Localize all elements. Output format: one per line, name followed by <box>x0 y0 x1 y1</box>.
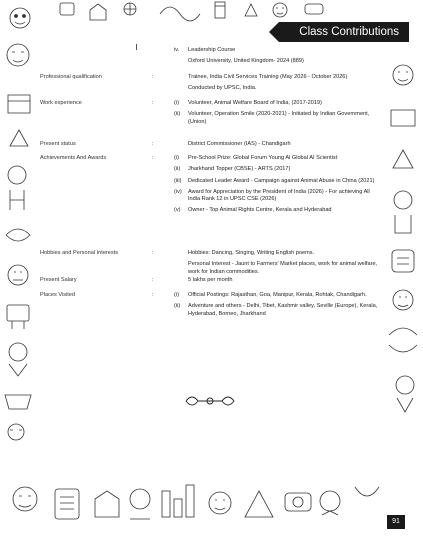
value-item <box>174 111 378 126</box>
item-text: Trainee, India Civil Services Training (May 2026 - October 2026) <box>188 74 348 80</box>
item-number <box>174 58 188 65</box>
row-value <box>174 155 378 219</box>
row-colon: : <box>152 292 154 298</box>
value-item <box>174 141 378 148</box>
table-row <box>40 141 378 152</box>
doodle-border-bottom <box>0 469 423 541</box>
row-value <box>174 277 378 288</box>
item-number: (i) <box>174 155 179 161</box>
item-text: Personal Interest - Jaunt to Farmers' Market places, work for animal welfare, work for Indian commodities. <box>188 261 378 275</box>
doodle-border-right <box>383 0 423 541</box>
item-text: Dedicated Leader Award - Campaign against Animal Abuse in China (2021) <box>188 177 375 184</box>
row-colon: : <box>152 74 154 80</box>
value-item <box>174 74 378 81</box>
ornament-flourish <box>182 393 238 409</box>
item-text: Volunteer, Operation Smile (2020-2021) - Initiated by Indian Government, (Union) <box>188 111 370 125</box>
item-number: (ii) <box>174 166 181 173</box>
item-number: (i) <box>174 100 179 106</box>
row-label: Work experience <box>40 100 82 106</box>
section-title-tab: Class Contributions <box>279 22 409 42</box>
item-number: (v) <box>174 207 181 214</box>
item-number <box>174 74 188 81</box>
value-item <box>174 207 378 214</box>
table-row <box>40 250 378 280</box>
table-row <box>40 277 378 288</box>
item-text: Hobbies: Dancing, Singing, Writing English poems. <box>188 250 315 256</box>
value-item <box>174 292 378 299</box>
row-label: Present status <box>40 141 76 147</box>
doodle-border-left <box>0 0 38 541</box>
value-item <box>174 261 378 276</box>
row-label: Hobbies and Personal Interests <box>40 250 119 256</box>
item-number: iv. <box>174 47 180 53</box>
row-value <box>174 100 378 130</box>
value-item <box>174 189 378 204</box>
item-number: (ii) <box>174 303 181 310</box>
item-text: District Commissioner (IAS) - Chandigarh <box>188 141 291 147</box>
item-number <box>174 277 188 284</box>
row-colon: : <box>152 155 154 161</box>
value-item <box>174 85 378 92</box>
value-item <box>174 303 378 318</box>
row-value <box>174 47 378 70</box>
row-label: Achievements And Awards <box>40 155 107 161</box>
item-text: Jharkhand Topper (CBSE) - ARTS (2017) <box>188 166 291 173</box>
row-value <box>174 250 378 280</box>
item-text: Adventure and others - Delhi, Tibet, Kashmir valley, Seville (Europe), Kerala, Hyderabad, Borneo, Jharkhand <box>188 303 378 317</box>
item-text: Volunteer, Animal Welfare Board of India, (2017-2019) <box>188 100 322 106</box>
item-text: Leadership Course <box>188 47 236 53</box>
item-number <box>174 250 188 257</box>
row-value <box>174 292 378 322</box>
item-text: 5 lakhs per month <box>188 277 233 283</box>
row-label <box>40 47 152 70</box>
item-number: (i) <box>174 292 179 298</box>
value-item <box>174 166 378 173</box>
value-item <box>174 178 378 185</box>
row-colon: : <box>152 277 154 283</box>
item-text: Oxford University, United Kingdom- 2024 (889) <box>188 58 304 65</box>
item-number <box>174 141 188 148</box>
item-number: (iv) <box>174 188 182 195</box>
item-text: Conducted by UPSC, India. <box>188 85 257 92</box>
value-item <box>174 100 378 107</box>
value-item <box>174 277 378 284</box>
value-item <box>174 250 378 257</box>
row-colon: : <box>152 141 154 147</box>
row-label: Present Salary <box>40 277 77 283</box>
row-label: Places Visited <box>40 292 76 298</box>
table-row <box>40 74 378 97</box>
row-colon <box>152 47 174 70</box>
item-text: Owner - Top Animal Rights Centre, Kerala and Hyderabad <box>188 207 332 214</box>
item-text: Official Postings: Rajasthan, Goa, Manipur, Kerala, Rohtak, Chandigarh. <box>188 292 367 298</box>
item-number <box>174 261 188 276</box>
value-item <box>174 47 378 54</box>
item-number: (iii) <box>174 177 182 184</box>
value-item <box>174 155 378 162</box>
row-colon: : <box>152 100 154 106</box>
table-row <box>40 292 378 322</box>
item-text: Pre-School Prize: Global Forum Young Al Global AI Scientist <box>188 155 338 161</box>
item-text: Award for Appreciation by the President of India (2026) - For achieving All India Rank 12 in UPSC CSE (2026) <box>188 188 370 203</box>
table-row <box>40 100 378 130</box>
item-number <box>174 85 188 92</box>
row-colon: : <box>152 250 154 256</box>
page-number: 91 <box>387 515 405 529</box>
row-label: Professional qualification <box>40 74 102 80</box>
row-value <box>174 141 378 152</box>
item-number: (ii) <box>174 111 181 118</box>
table-row <box>40 47 378 70</box>
table-row <box>40 155 378 219</box>
value-item <box>174 58 378 65</box>
row-value <box>174 74 378 97</box>
